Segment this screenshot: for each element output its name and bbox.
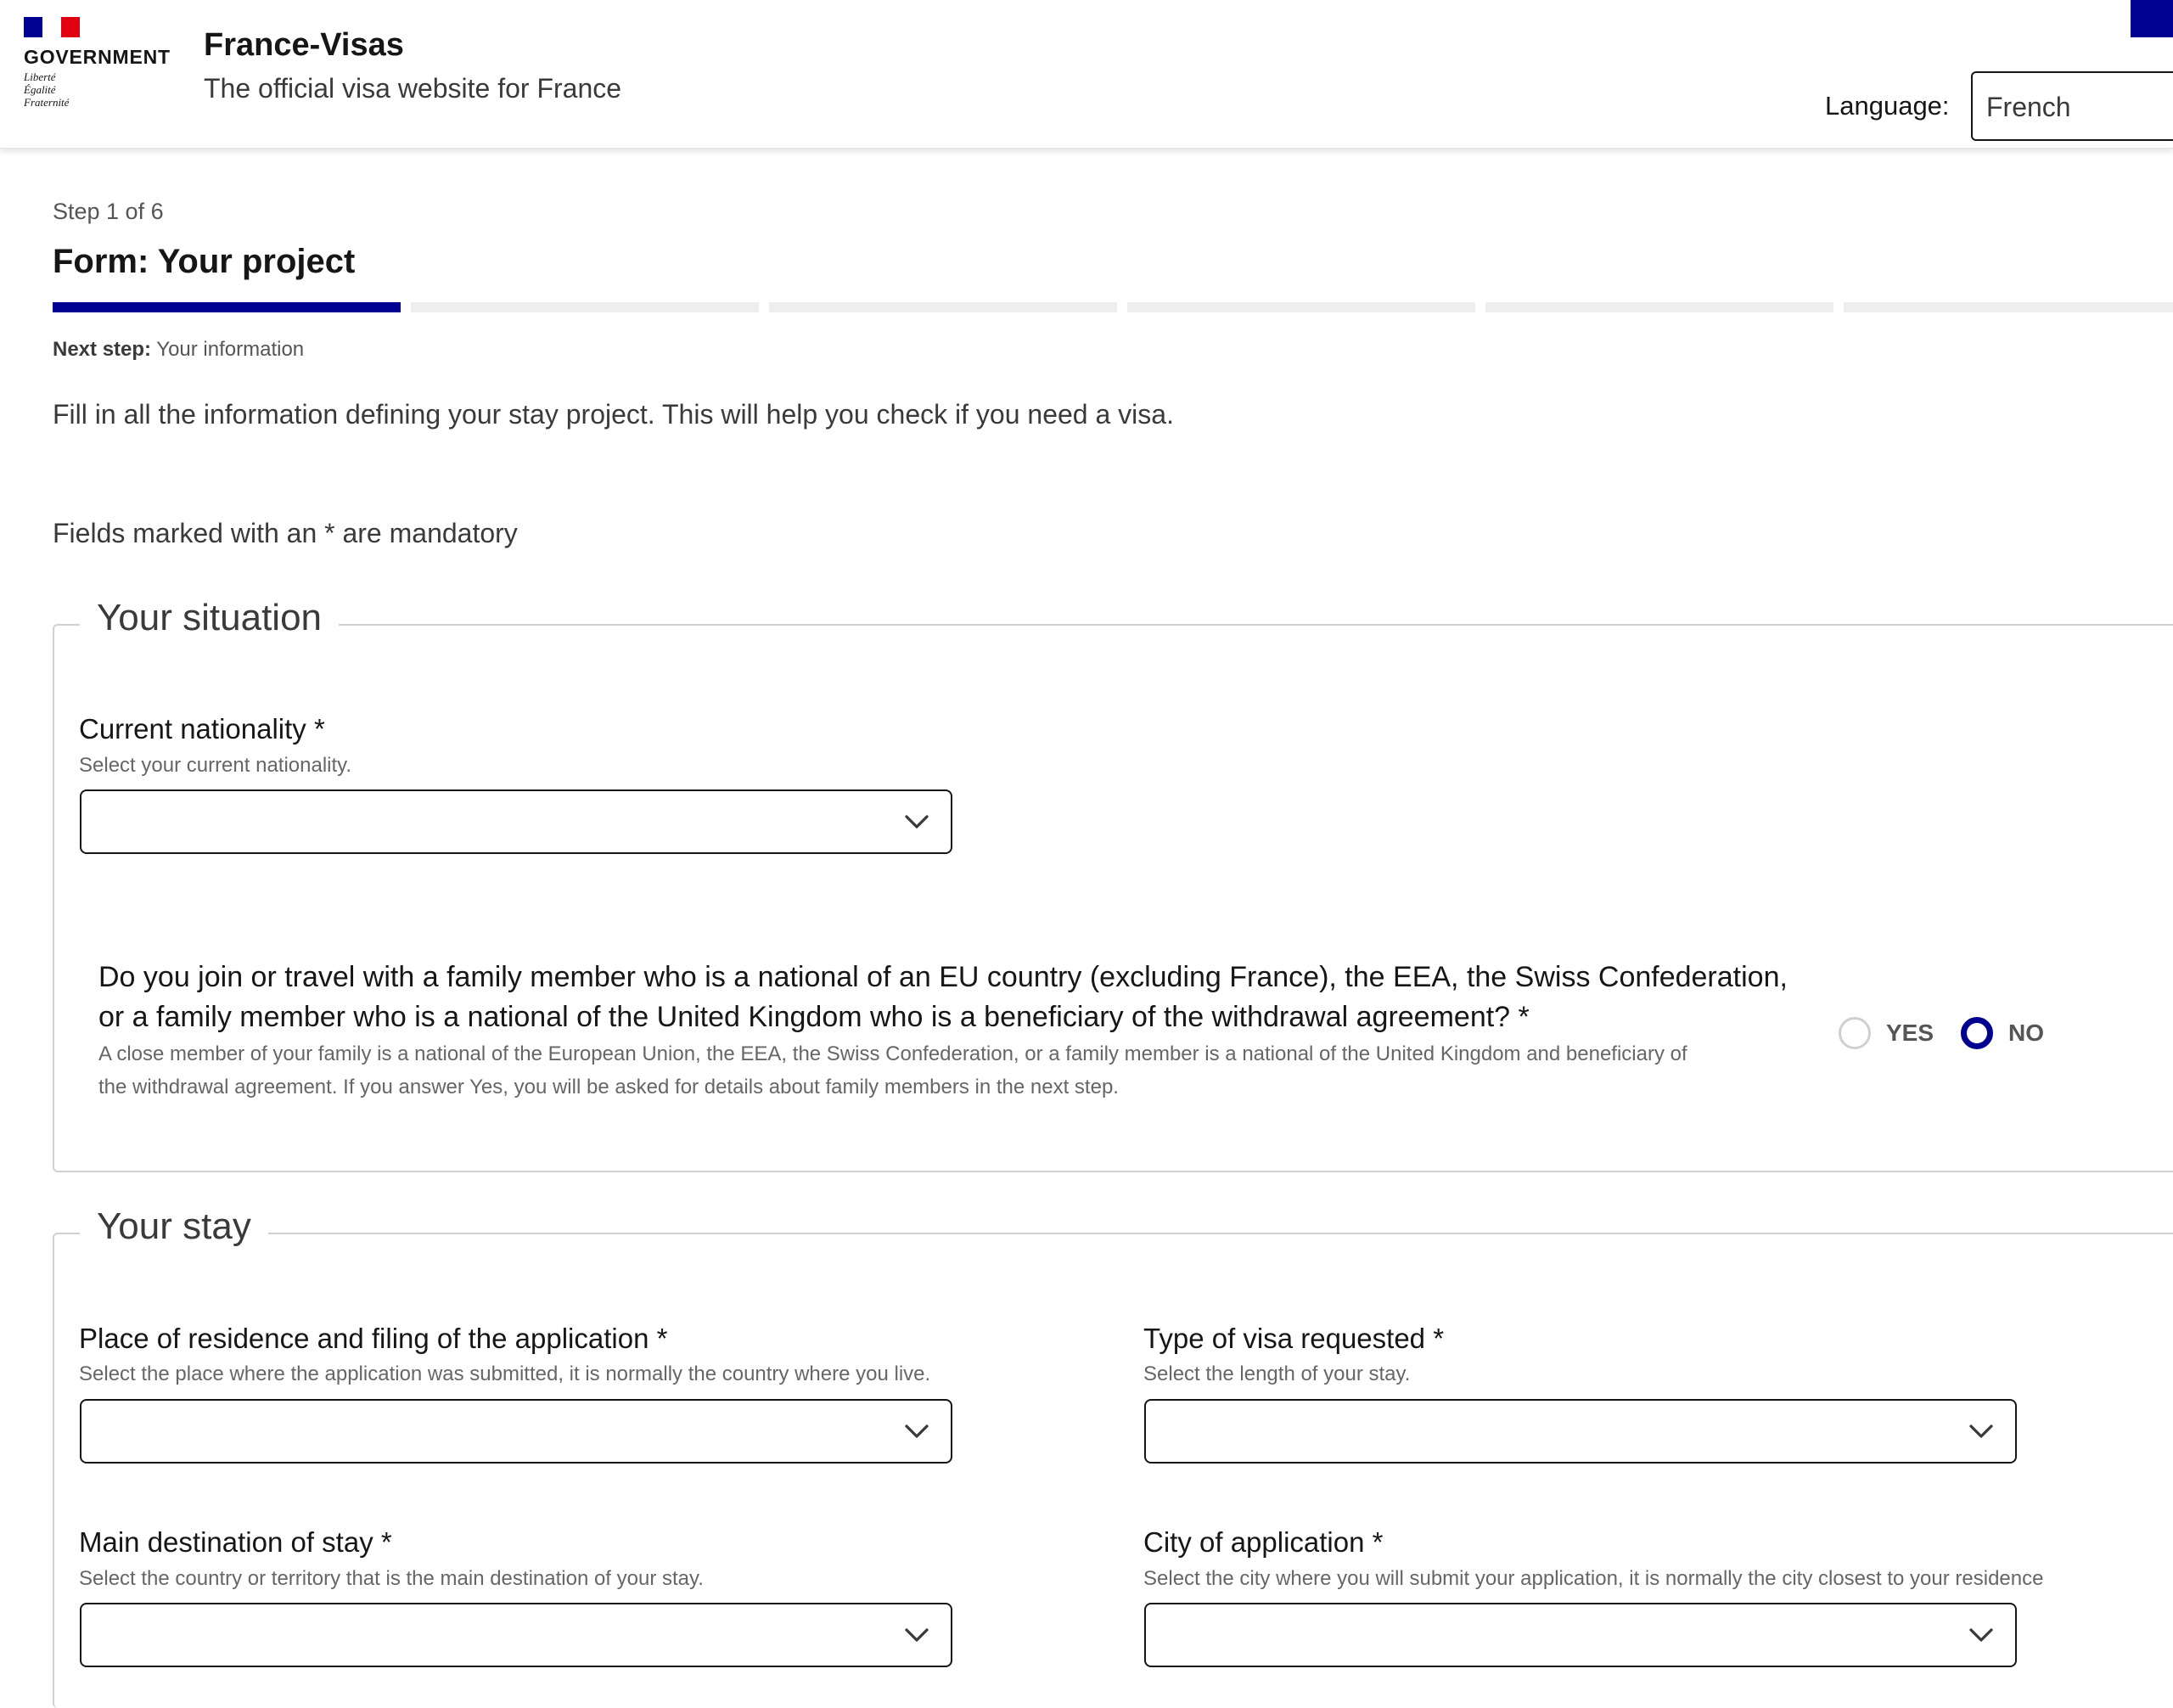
family-member-hint <box>98 1037 1805 1104</box>
family-member-question <box>98 958 1796 1037</box>
city-hint: Select the city where you will submit your application, it is normally the city closest to your residence <box>1143 1567 2044 1590</box>
chevron-down-icon <box>1966 1416 1996 1447</box>
city-select[interactable] <box>1144 1603 2017 1667</box>
header-corner-accent <box>2131 0 2173 37</box>
site-title[interactable]: France-Visas <box>204 27 404 63</box>
residence-select[interactable] <box>80 1399 952 1464</box>
chevron-down-icon <box>1966 1620 1996 1650</box>
motto-line: Liberté <box>24 70 56 83</box>
visa-type-hint: Select the length of your stay. <box>1143 1362 1411 1385</box>
next-step-info <box>53 338 304 362</box>
hint-line: A close member of your family is a national of the European Union, the EEA, the Swiss Confederation, or a family member is a national of the United Kingdom and beneficiary of <box>98 1042 1687 1065</box>
visa-type-label: Type of visa requested * <box>1143 1323 1445 1354</box>
site-tagline: The official visa website for France <box>204 73 622 104</box>
progress-segment <box>411 302 759 312</box>
stay-legend: Your stay <box>80 1205 268 1248</box>
government-logo[interactable] <box>24 17 185 109</box>
site-header <box>0 0 2173 149</box>
nationality-label: Current nationality * <box>79 713 325 744</box>
government-wordmark: GOVERNMENT <box>24 46 171 68</box>
republic-motto <box>24 70 185 109</box>
nationality-hint: Select your current nationality. <box>79 754 352 777</box>
residence-hint: Select the place where the application was submitted, it is normally the country where you live. <box>79 1362 931 1385</box>
next-step-prefix: Next step: <box>53 338 152 361</box>
visa-type-select[interactable] <box>1144 1399 2017 1464</box>
step-indicator: Step 1 of 6 <box>53 199 164 224</box>
progress-segment <box>769 302 1117 312</box>
radio-no[interactable] <box>1961 1017 1993 1049</box>
language-label: Language: <box>1825 91 1950 121</box>
radio-yes[interactable] <box>1839 1017 1871 1049</box>
step-progress-bar <box>53 302 2173 312</box>
progress-segment <box>1844 302 2173 312</box>
chevron-down-icon <box>901 806 932 837</box>
page-title: Form: Your project <box>53 243 356 280</box>
question-line: Do you join or travel with a family member who is a national of an EU country (excluding France), the EEA, the Swiss Confederation, <box>98 961 1788 993</box>
intro-text: Fill in all the information defining your stay project. This will help you check if you need a visa. <box>53 399 1174 430</box>
chevron-down-icon <box>901 1620 932 1650</box>
motto-line: Égalité <box>24 83 56 96</box>
motto-line: Fraternité <box>24 96 70 109</box>
residence-label: Place of residence and filing of the application * <box>79 1323 668 1354</box>
chevron-down-icon <box>901 1416 932 1447</box>
nationality-select[interactable] <box>80 789 952 854</box>
next-step-name: Your information <box>151 338 305 361</box>
hint-line: the withdrawal agreement. If you answer Yes, you will be asked for details about family members in the next step. <box>98 1076 1119 1098</box>
family-member-radio-group <box>1839 1017 2044 1049</box>
destination-label: Main destination of stay * <box>79 1526 392 1558</box>
progress-segment-current <box>53 302 401 312</box>
mandatory-note: Fields marked with an * are mandatory <box>53 518 518 548</box>
language-select[interactable]: French <box>1971 71 2173 141</box>
question-line: or a family member who is a national of the United Kingdom who is a beneficiary of the withdrawal agreement? * <box>98 1001 1530 1033</box>
radio-no-label[interactable]: NO <box>2008 1020 2045 1046</box>
progress-segment <box>1127 302 1475 312</box>
destination-hint: Select the country or territory that is the main destination of your stay. <box>79 1567 704 1590</box>
marianne-flag-icon <box>24 17 80 37</box>
destination-select[interactable] <box>80 1603 952 1667</box>
progress-segment <box>1485 302 1833 312</box>
city-label: City of application * <box>1143 1526 1384 1558</box>
radio-yes-label[interactable]: YES <box>1886 1020 1934 1046</box>
situation-legend: Your situation <box>80 597 339 639</box>
